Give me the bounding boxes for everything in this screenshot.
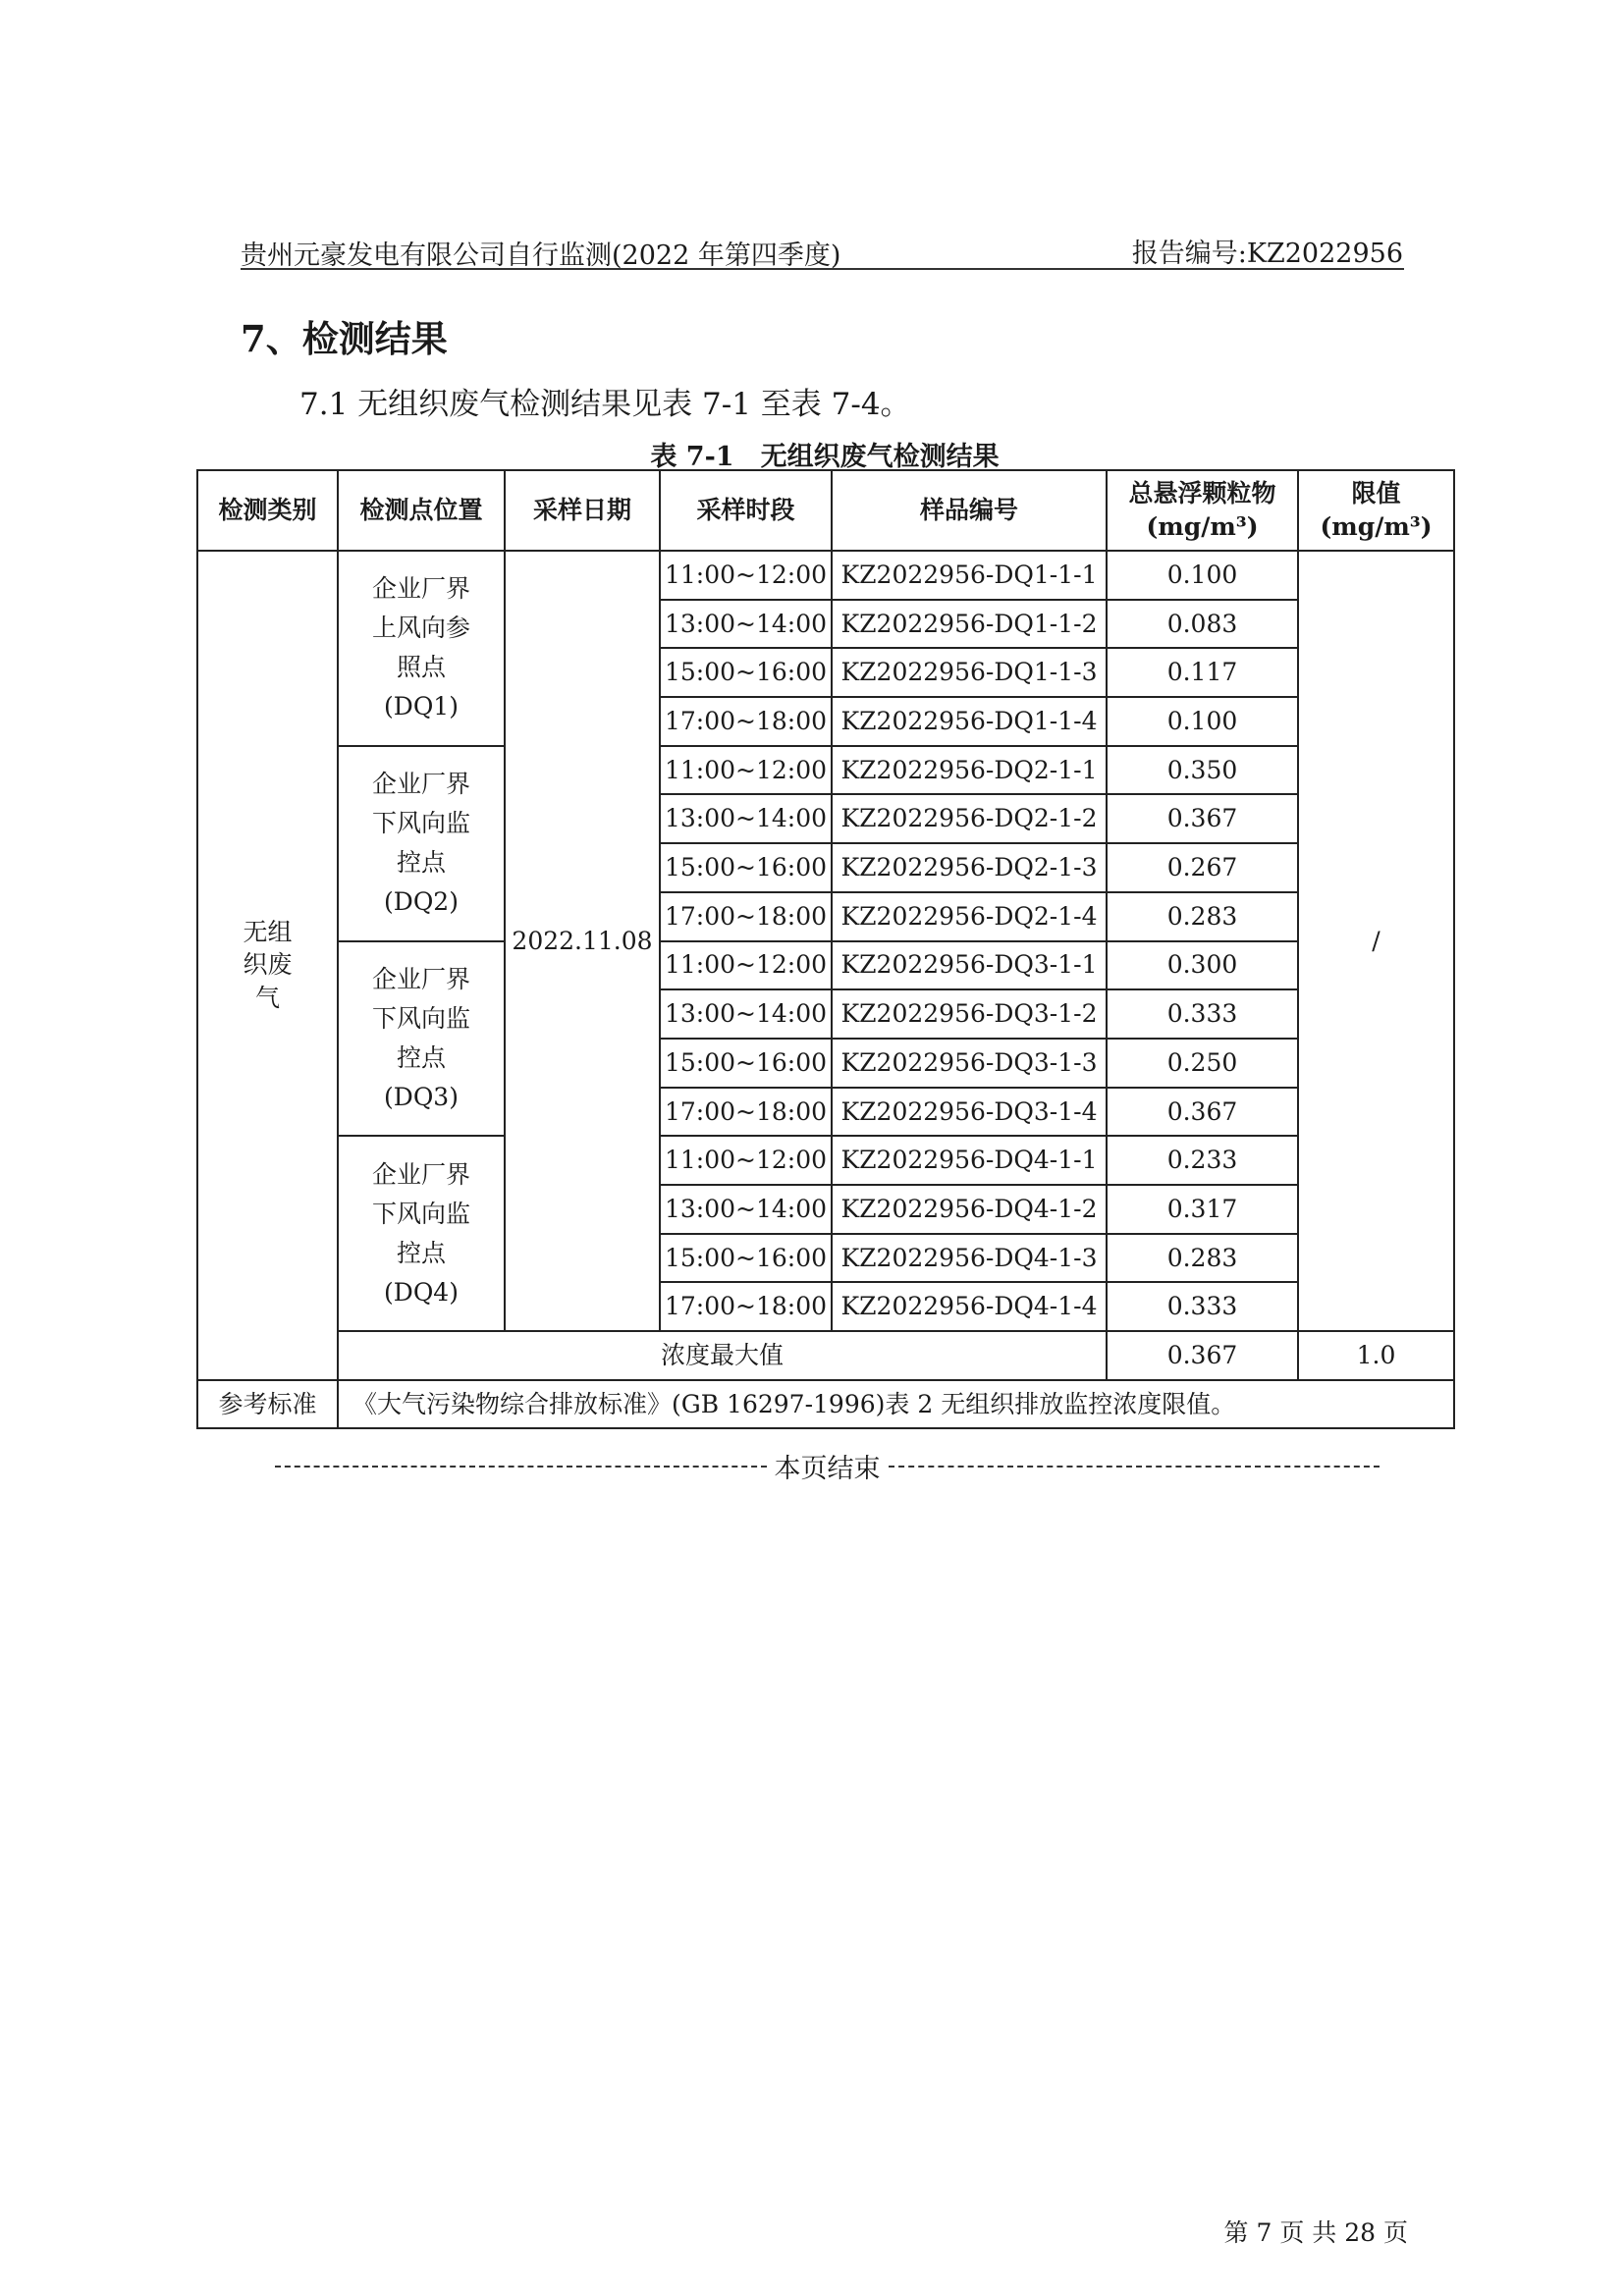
sample-id-cell: KZ2022956-DQ3-1-1 xyxy=(832,941,1107,990)
header-tsp: 总悬浮颗粒物 (mg/m³) xyxy=(1107,470,1298,551)
tsp-value-cell: 0.083 xyxy=(1107,600,1298,649)
tsp-value-cell: 0.267 xyxy=(1107,843,1298,892)
period-cell: 15:00~16:00 xyxy=(660,648,832,697)
location-text: 企业厂界下风向监控点(DQ2) xyxy=(371,770,470,917)
header-period: 采样时段 xyxy=(660,470,832,551)
reference-text: 《大气污染物综合排放标准》(GB 16297-1996)表 2 无组织排放监控浓度限值。 xyxy=(338,1380,1454,1429)
location-text: 企业厂界上风向参照点(DQ1) xyxy=(371,574,470,721)
results-table xyxy=(196,469,1455,1429)
table-row xyxy=(197,941,1454,990)
period-cell: 17:00~18:00 xyxy=(660,892,832,941)
period-cell: 11:00~12:00 xyxy=(660,551,832,600)
period-cell: 15:00~16:00 xyxy=(660,1039,832,1088)
tsp-value-cell: 0.333 xyxy=(1107,1282,1298,1331)
table-row xyxy=(197,1136,1454,1185)
table-header-row xyxy=(197,470,1454,551)
tsp-value-cell: 0.333 xyxy=(1107,989,1298,1039)
sample-id-cell: KZ2022956-DQ3-1-2 xyxy=(832,989,1107,1039)
sample-id-cell: KZ2022956-DQ1-1-2 xyxy=(832,600,1107,649)
category-text: 无组织废气 xyxy=(243,917,293,1013)
tsp-value-cell: 0.367 xyxy=(1107,794,1298,843)
tsp-value-cell: 0.283 xyxy=(1107,892,1298,941)
period-cell: 17:00~18:00 xyxy=(660,1282,832,1331)
sample-id-cell: KZ2022956-DQ2-1-4 xyxy=(832,892,1107,941)
location-text: 企业厂界下风向监控点(DQ3) xyxy=(371,964,470,1111)
max-label: 浓度最大值 xyxy=(338,1331,1107,1380)
header-limit: 限值 (mg/m³) xyxy=(1298,470,1454,551)
table-caption: 表 7-1 无组织废气检测结果 xyxy=(650,442,1000,472)
period-cell: 15:00~16:00 xyxy=(660,843,832,892)
sample-id-cell: KZ2022956-DQ1-1-4 xyxy=(832,697,1107,746)
tsp-value-cell: 0.117 xyxy=(1107,648,1298,697)
section-intro: 7.1 无组织废气检测结果见表 7-1 至表 7-4。 xyxy=(299,387,911,422)
sample-id-cell: KZ2022956-DQ1-1-1 xyxy=(832,551,1107,600)
date-cell: 2022.11.08 xyxy=(505,551,660,1331)
tsp-value-cell: 0.283 xyxy=(1107,1234,1298,1283)
header-title: 贵州元豪发电有限公司自行监测(2022 年第四季度) xyxy=(241,240,841,271)
sample-id-cell: KZ2022956-DQ4-1-2 xyxy=(832,1185,1107,1234)
section-title: 7、检测结果 xyxy=(241,317,448,360)
page-footer: 第 7 页 共 28 页 xyxy=(1223,2218,1408,2247)
header-date: 采样日期 xyxy=(505,470,660,551)
period-cell: 15:00~16:00 xyxy=(660,1234,832,1283)
table-row xyxy=(197,746,1454,795)
limit-cell: / xyxy=(1298,551,1454,1331)
report-number: 报告编号:KZ2022956 xyxy=(1131,239,1403,269)
category-cell xyxy=(197,551,338,1380)
sample-id-cell: KZ2022956-DQ3-1-4 xyxy=(832,1088,1107,1137)
location-cell xyxy=(338,941,505,1137)
sample-id-cell: KZ2022956-DQ2-1-2 xyxy=(832,794,1107,843)
max-limit: 1.0 xyxy=(1298,1331,1454,1380)
page-end-text: 本页结束 xyxy=(774,1454,881,1484)
period-cell: 17:00~18:00 xyxy=(660,697,832,746)
sample-id-cell: KZ2022956-DQ4-1-3 xyxy=(832,1234,1107,1283)
period-cell: 13:00~14:00 xyxy=(660,794,832,843)
header-location: 检测点位置 xyxy=(338,470,505,551)
period-cell: 13:00~14:00 xyxy=(660,989,832,1039)
tsp-value-cell: 0.317 xyxy=(1107,1185,1298,1234)
reference-label: 参考标准 xyxy=(197,1380,338,1429)
tsp-value-cell: 0.350 xyxy=(1107,746,1298,795)
max-row xyxy=(197,1331,1454,1380)
tsp-value-cell: 0.233 xyxy=(1107,1136,1298,1185)
sample-id-cell: KZ2022956-DQ3-1-3 xyxy=(832,1039,1107,1088)
header-rule xyxy=(241,268,1404,270)
location-cell xyxy=(338,746,505,941)
table-row xyxy=(197,551,1454,600)
sample-id-cell: KZ2022956-DQ4-1-4 xyxy=(832,1282,1107,1331)
reference-row xyxy=(197,1380,1454,1429)
location-text: 企业厂界下风向监控点(DQ4) xyxy=(371,1159,470,1307)
tsp-value-cell: 0.100 xyxy=(1107,697,1298,746)
period-cell: 11:00~12:00 xyxy=(660,746,832,795)
tsp-value-cell: 0.250 xyxy=(1107,1039,1298,1088)
sample-id-cell: KZ2022956-DQ2-1-1 xyxy=(832,746,1107,795)
sample-id-cell: KZ2022956-DQ2-1-3 xyxy=(832,843,1107,892)
location-cell xyxy=(338,551,505,746)
tsp-value-cell: 0.300 xyxy=(1107,941,1298,990)
header-sample-id: 样品编号 xyxy=(832,470,1107,551)
sample-id-cell: KZ2022956-DQ4-1-1 xyxy=(832,1136,1107,1185)
period-cell: 13:00~14:00 xyxy=(660,1185,832,1234)
period-cell: 11:00~12:00 xyxy=(660,941,832,990)
period-cell: 13:00~14:00 xyxy=(660,600,832,649)
sample-id-cell: KZ2022956-DQ1-1-3 xyxy=(832,648,1107,697)
page-end-separator xyxy=(275,1447,1380,1485)
period-cell: 11:00~12:00 xyxy=(660,1136,832,1185)
location-cell xyxy=(338,1136,505,1331)
header-category: 检测类别 xyxy=(197,470,338,551)
tsp-value-cell: 0.367 xyxy=(1107,1088,1298,1137)
tsp-value-cell: 0.100 xyxy=(1107,551,1298,600)
period-cell: 17:00~18:00 xyxy=(660,1088,832,1137)
max-value: 0.367 xyxy=(1107,1331,1298,1380)
